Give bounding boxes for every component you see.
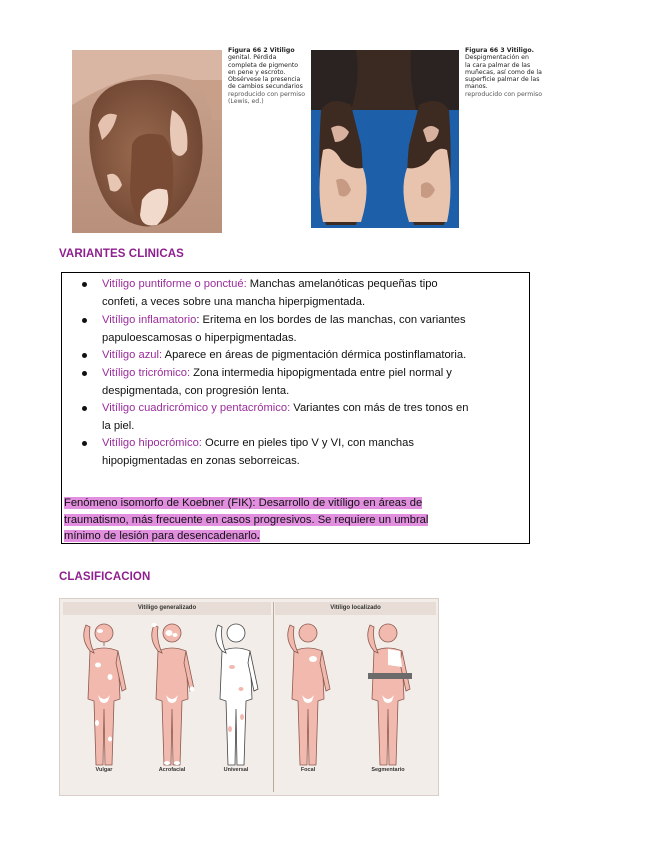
variants-box <box>61 272 530 544</box>
list-item <box>102 346 527 364</box>
type-label-universal: Universal <box>223 767 249 773</box>
figure-1-footnote: (Lewis, ed.) <box>228 98 264 106</box>
classification-figure <box>59 598 439 796</box>
koebner-highlight <box>64 497 428 542</box>
figure-genital-vitiligo-photo <box>72 50 222 233</box>
figure-1-footnote: reproducido con permiso <box>228 90 305 98</box>
list-item <box>102 275 527 311</box>
figure-1-caption-line: completa de pigmento <box>228 61 299 69</box>
section-heading-variantes: VARIANTES CLINICAS <box>59 248 184 260</box>
variant-description-cont: papuloescamosas o hiperpigmentadas. <box>102 332 297 344</box>
bullet-icon <box>82 318 87 323</box>
koebner-line-2: traumatismo, más frecuente en casos progresivos. Se requiere un umbral <box>64 513 429 526</box>
figure-hands-vitiligo-photo <box>311 50 459 228</box>
bullet-icon <box>82 406 87 411</box>
list-item <box>102 434 527 470</box>
figure-focal <box>278 619 338 767</box>
variant-description: Variantes con más de tres tonos en <box>290 402 469 414</box>
figure-2-caption-line: Despigmentación en <box>465 54 529 62</box>
variant-description-cont: la piel. <box>102 420 135 432</box>
figure-2-caption-line: muñecas, así como de la <box>465 68 542 76</box>
koebner-line-3: mínimo de lesión para desencadenarlo <box>64 530 257 542</box>
figure-1-caption-line: de cambios secundarios <box>228 83 303 91</box>
type-label-focal: Focal <box>300 767 316 773</box>
group-header-localized: Vitíligo localizado <box>275 602 436 615</box>
koebner-paragraph <box>64 495 504 545</box>
figure-vulgar <box>74 619 134 767</box>
figure-2-footnote: reproducido con permiso <box>465 90 542 98</box>
variant-term: Vitíligo hipocrómico: <box>102 437 202 449</box>
figure-2-caption-line: manos. <box>465 83 488 91</box>
variant-term: Vitíligo tricrómico: <box>102 367 191 379</box>
group-header-generalized: Vitíligo generalizado <box>63 602 271 615</box>
variant-term: Vitíligo puntiforme o ponctué: <box>102 278 247 290</box>
type-label-segmental: Segmentario <box>371 767 405 773</box>
bullet-icon <box>82 371 87 376</box>
variant-description: Zona intermedia hipopigmentada entre piel normal y <box>190 367 452 379</box>
figure-2-title: Figura 66 3 Vitiligo. <box>465 47 534 54</box>
variant-description: Manchas amelanóticas pequeñas tipo <box>246 278 438 290</box>
bullet-icon <box>82 353 87 358</box>
group-divider <box>273 602 274 792</box>
bullet-icon <box>82 282 87 287</box>
list-item <box>102 364 527 400</box>
section-heading-clasificacion: CLASIFICACION <box>59 571 151 583</box>
variant-term: Vitíligo cuadricrómico y pentacrómico: <box>102 402 291 414</box>
figure-segmental <box>358 619 418 767</box>
figure-2-caption <box>465 47 543 98</box>
figure-1-title: Figura 66 2 Vitiligo <box>228 47 295 54</box>
figure-1-caption-line: en pene y escroto. <box>228 68 286 76</box>
koebner-line-1: Fenómeno isomorfo de Koebner (FIK): Desarrollo de vitíligo en áreas de <box>64 497 423 509</box>
figure-1-caption-line: genital. Pérdida <box>228 54 277 62</box>
variant-description-cont: despigmentada, con progresión lenta. <box>102 385 290 397</box>
variant-description-cont: hipopigmentadas en zonas seborreicas. <box>102 455 300 467</box>
figure-2-caption-line: la cara palmar de las <box>465 61 531 69</box>
list-item <box>102 311 527 347</box>
variant-term: Vitíligo azul: <box>102 349 163 361</box>
variant-description: Aparece en áreas de pigmentación dérmica postinflamatoria. <box>162 349 467 361</box>
figure-acrofacial <box>142 619 202 767</box>
type-label-vulgar: Vulgar <box>95 767 113 773</box>
variant-term: Vitíligo inflamatorio <box>102 314 197 326</box>
figure-2-caption-line: superficie palmar de las <box>465 76 540 84</box>
figure-universal <box>206 619 266 767</box>
type-label-acrofacial: Acrofacial <box>158 767 186 773</box>
bullet-icon <box>82 441 87 446</box>
list-item <box>102 399 527 435</box>
variant-description: : Eritema en los bordes de las manchas, con variantes <box>196 314 466 326</box>
figure-1-caption-line: Obsérvese la presencia <box>228 76 301 84</box>
variant-description-cont: confeti, a veces sobre una mancha hiperpigmentada. <box>102 296 366 308</box>
figure-1-caption <box>228 47 306 105</box>
variant-description: Ocurre en pieles tipo V y VI, con manchas <box>201 437 414 449</box>
koebner-line-3-end: . <box>256 530 260 542</box>
